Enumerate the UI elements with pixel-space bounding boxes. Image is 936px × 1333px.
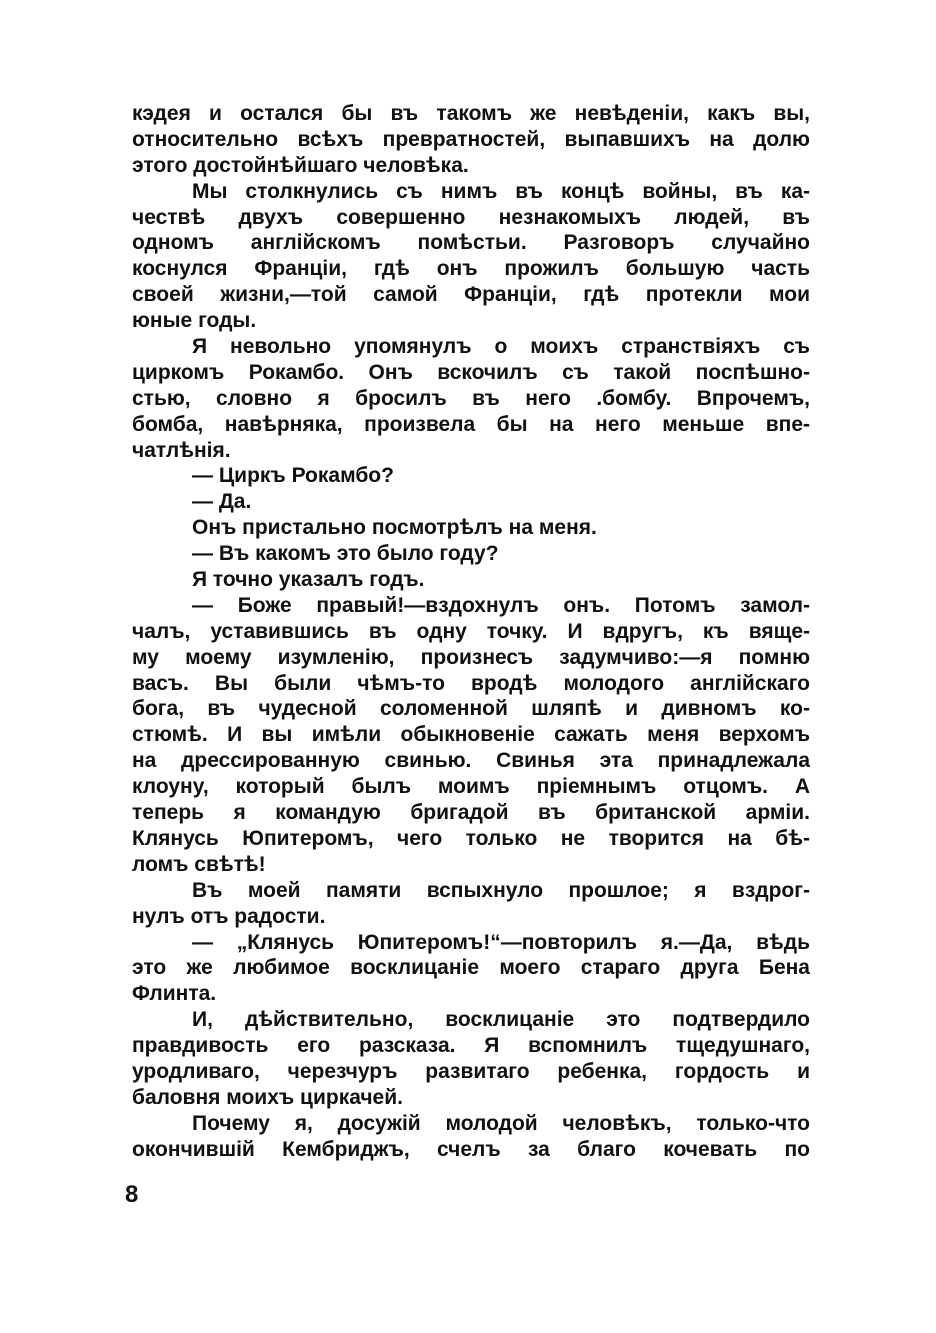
text-line: Мы столкнулись съ нимъ въ концѣ войны, въ ка- [192, 179, 810, 203]
text-line: коснулся Франціи, гдѣ онъ прожилъ большую часть [132, 257, 810, 281]
text-line: относительно всѣхъ превратностей, выпавшихъ на долю [132, 127, 810, 151]
text-line: баловня моихъ циркачей. [132, 1085, 403, 1109]
text-line: чалъ, уставившись въ одну точку. И вдругъ, къ вяще- [132, 619, 810, 643]
text-line: чествѣ двухъ совершенно незнакомыхъ людей, въ [132, 205, 810, 229]
page-number: 8 [125, 1181, 139, 1208]
text-line: Флинта. [132, 982, 217, 1006]
text-line: бомба, навѣрняка, произвела бы на него меньше впе- [132, 412, 810, 436]
text-line: это же любимое восклицаніе моего стараго друга Бена [132, 956, 810, 980]
text-line: И, дѣйствительно, восклицаніе это подтвердило [192, 1008, 810, 1032]
text-line: Я точно указалъ годъ. [192, 568, 425, 592]
text-line: этого достойнѣйшаго человѣка. [132, 153, 469, 177]
text-line: циркомъ Рокамбо. Онъ вскочилъ съ такой поспѣшно- [132, 360, 810, 384]
text-line: — Циркъ Рокамбо? [192, 464, 394, 488]
text-line: Клянусь Юпитеромъ, чего только не творится на бѣ- [132, 826, 810, 850]
text-line: ломъ свѣтѣ! [132, 852, 266, 876]
text-line: му моему изумленію, произнесъ задумчиво:—я помню [132, 645, 810, 669]
text-line: кэдея и остался бы въ такомъ же невѣденіи, какъ вы, [132, 102, 810, 125]
text-line: чатлѣнія. [132, 438, 231, 462]
text-line: васъ. Вы были чѣмъ-то вродѣ молодого англійскаго [132, 671, 810, 695]
text-line: теперь я командую бригадой въ британской арміи. [132, 801, 810, 825]
text-line: — Да. [192, 490, 252, 514]
text-line: Я невольно упомянулъ о моихъ странствіяхъ съ [192, 335, 810, 359]
text-line: на дрессированную свинью. Свинья эта принадлежала [132, 749, 810, 773]
text-line: юные годы. [132, 309, 257, 333]
text-line: — Боже правый!—вздохнулъ онъ. Потомъ замол- [192, 593, 810, 617]
text-line: Почему я, досужій молодой человѣкъ, только-что [192, 1111, 810, 1135]
text-line: Въ моей памяти вспыхнуло прошлое; я вздрог- [192, 878, 810, 902]
text-line: Онъ пристально посмотрѣлъ на меня. [192, 516, 597, 540]
text-line: бога, въ чудесной соломенной шляпѣ и дивномъ ко- [132, 697, 810, 721]
text-line: — „Клянусь Юпитеромъ!“—повторилъ я.—Да, вѣдь [192, 930, 810, 954]
text-line: своей жизни,—той самой Франціи, гдѣ протекли мои [132, 283, 810, 307]
text-line: стью, словно я бросилъ въ него .бомбу. Впрочемъ, [132, 386, 810, 410]
text-line: окончившій Кембриджъ, счелъ за благо кочевать по [132, 1137, 810, 1161]
text-line: одномъ англійскомъ помѣстьи. Разговоръ случайно [132, 231, 810, 255]
text-line: уродливаго, черезчуръ развитаго ребенка, гордость и [132, 1059, 810, 1083]
body-text [132, 101, 810, 1163]
text-line: — Въ какомъ это было году? [192, 542, 499, 566]
text-line: нулъ отъ радости. [132, 904, 326, 928]
text-line: стюмѣ. И вы имѣли обыкновеніе сажать меня верхомъ [132, 723, 810, 747]
text-line: правдивость его разсказа. Я вспомнилъ тщедушнаго, [132, 1034, 810, 1058]
text-line: клоуну, который былъ моимъ пріемнымъ отцомъ. А [132, 775, 810, 799]
